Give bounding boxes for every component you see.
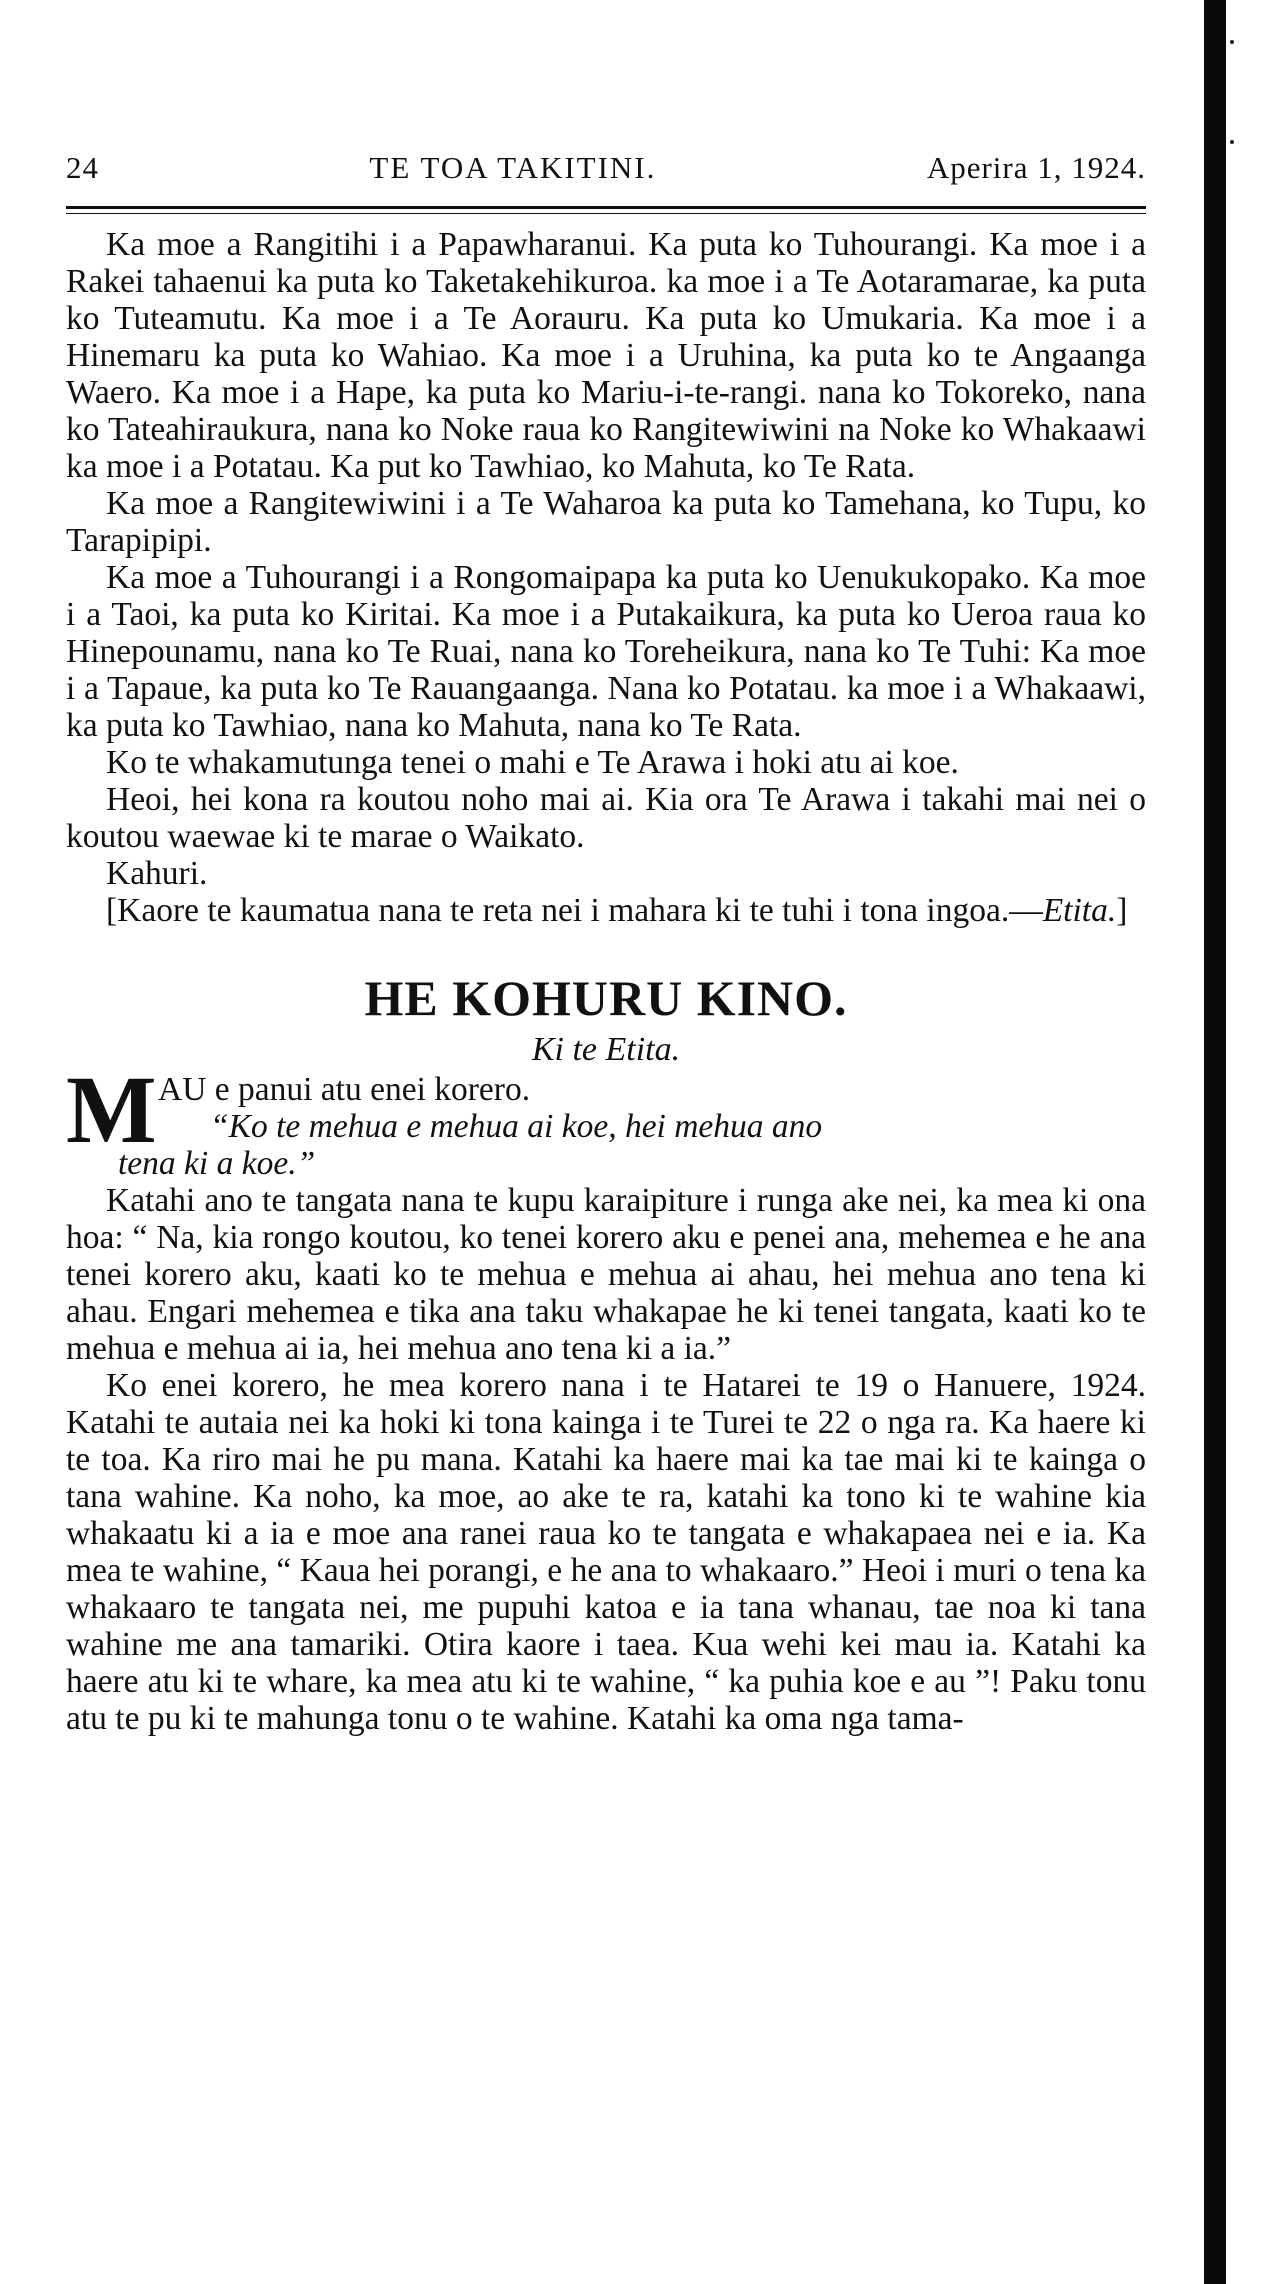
article-heading: HE KOHURU KINO. xyxy=(364,970,848,1026)
header-rule-thin xyxy=(66,213,1146,214)
running-header xyxy=(66,150,1146,202)
page-number: 24 xyxy=(66,150,99,185)
publication-title: TE TOA TAKITINI. xyxy=(369,150,657,185)
editor-note-text: [Kaore te kaumatua nana te reta nei i mahara ki te tuhi i tona ingoa.— xyxy=(106,892,1043,929)
article-paragraph: Ko enei korero, he mea korero nana i te Hatarei te 19 o Hanuere, 1924. Katahi te autaia nei ka hoki ki tona kainga i te Turei te 22 o nga ra. Ka haere ki te toa. Ka riro mai he pu mana. Katahi ka haere mai ka tae mai ki te kainga o tana wahine. Ka noho, ka moe, ao ake te ra, katahi ka tono ki te wahine kia whakaatu ki a ia e moe ana ranei raua ko te tangata e whakapaea nei e ia. Ka mea te wahine, “ Kaua hei porangi, e he ana to whakaaro.” Heoi i muri o tena ka whakaaro te tangata nei, me pupuhi katoa e ia tana whanau, tae noa ki tana wahine me ana tamariki. Otira kaore i taea. Kua wehi kei mau ia. Katahi ka haere atu ki te whare, ka mea atu ki te wahine, “ ka puhia koe e au ”! Paku tonu atu te pu ki te mahunga tonu o te wahine. Katahi ka oma nga tama- xyxy=(66,1367,1146,1737)
article-subheading: Ki te Etita. xyxy=(531,1031,681,1068)
editor-note xyxy=(66,892,1146,929)
book-spine-shadow xyxy=(1204,0,1226,2284)
scripture-quote-cont: tena ki a koe.” xyxy=(118,1145,316,1182)
editor-note-signature: Etita. xyxy=(1042,892,1117,929)
letter-paragraph: Ko te whakamutunga tenei o mahi e Te Arawa i hoki atu ai koe. xyxy=(106,744,959,781)
editor-note-close: ] xyxy=(1116,892,1128,929)
article-paragraph: Katahi ano te tangata nana te kupu karaipiture i runga ake nei, ka mea ki ona hoa: “ Na, kia rongo koutou, ko tenei korero aku e penei ana, mehemea e he ana tenei korero aku, kaati ko te mehua e mehua ai ahau, hei mehua ano tena ki ahau. Engari mehemea e tika ana taku whakapae he ki tenei tangata, kaati ko te mehua e mehua ai ia, hei mehua ano tena ki a ia.” xyxy=(66,1182,1146,1367)
article-body xyxy=(66,1056,1146,1737)
drop-cap: M xyxy=(66,1056,157,1163)
article-opening xyxy=(66,1056,1146,1163)
scan-speck xyxy=(1230,140,1234,144)
letter-paragraph: Ka moe a Rangitihi i a Papawharanui. Ka puta ko Tuhourangi. Ka moe i a Rakei tahaenui ka puta ko Taketakehikuroa. ka moe i a Te Aotaramarae, ka puta ko Tuteamutu. Ka moe i a Te Aorauru. Ka puta ko Umukaria. Ka moe i a Hinemaru ka puta ko Wahiao. Ka moe i a Uruhina, ka puta ko te Angaanga Waero. Ka moe i a Hape, ka puta ko Mariu-i-te-rangi. nana ko Tokoreko, nana ko Tateahiraukura, nana ko Noke raua ko Rangitewiwini na Noke ko Whakaawi ka moe i a Potatau. Ka put ko Tawhiao, ko Mahuta, ko Te Rata. xyxy=(66,226,1146,485)
header-rule xyxy=(66,206,1146,209)
letter-paragraph: Heoi, hei kona ra koutou noho mai ai. Kia ora Te Arawa i takahi mai nei o koutou waewae ki te marae o Waikato. xyxy=(66,781,1146,855)
scan-speck xyxy=(1230,40,1234,44)
letter-signature: Kahuri. xyxy=(106,855,208,892)
issue-date: Aperira 1, 1924. xyxy=(926,150,1146,185)
letter-paragraph: Ka moe a Tuhourangi i a Rongomaipapa ka puta ko Uenukukopako. Ka moe i a Taoi, ka puta ko Kiritai. Ka moe i a Putakaikura, ka puta ko Ueroa raua ko Hinepounamu, nana ko Te Ruai, nana ko Toreheikura, nana ko Te Tuhi: Ka moe i a Tapaue, ka puta ko Te Rauangaanga. Nana ko Potatau. ka moe i a Whakaawi, ka puta ko Tawhiao, nana ko Mahuta, nana ko Te Rata. xyxy=(66,559,1146,744)
scripture-quote: “Ko te mehua e mehua ai koe, hei mehua ano xyxy=(210,1108,823,1145)
letter-body xyxy=(66,226,1146,929)
letter-paragraph: Ka moe a Rangitewiwini i a Te Waharoa ka puta ko Tamehana, ko Tupu, ko Tarapipipi. xyxy=(66,485,1146,559)
page-content xyxy=(66,150,1146,1737)
opening-line: AU e panui atu enei korero. xyxy=(158,1071,531,1108)
